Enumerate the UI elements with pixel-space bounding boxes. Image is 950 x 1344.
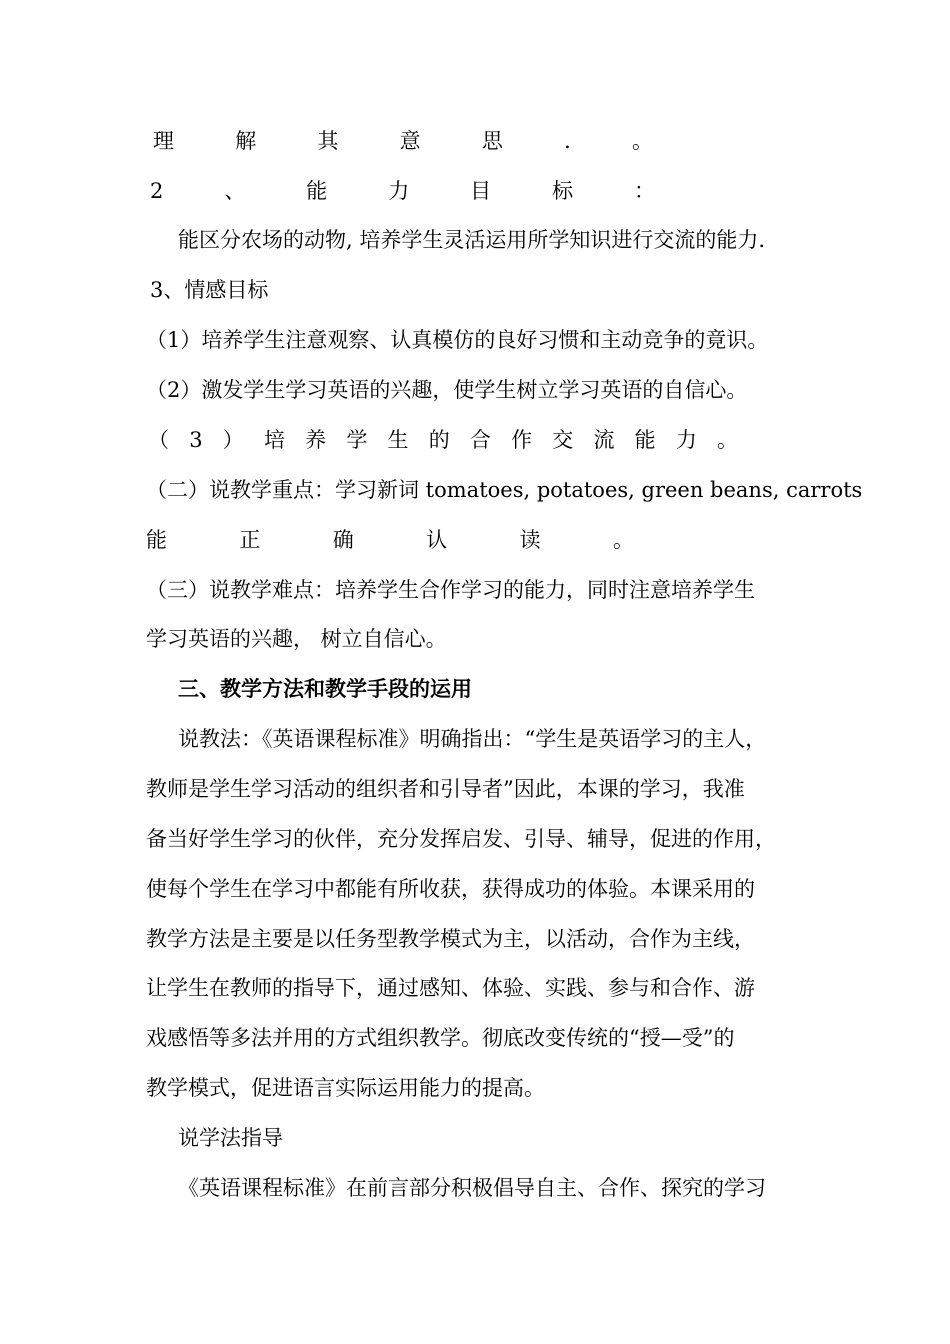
- line-8: （二）说教学重点：学习新词 tomatoes, potatoes, green beans, carrots: [146, 478, 863, 502]
- section-heading: 三、教学方法和教学手段的运用: [178, 676, 472, 701]
- line-9: 能 正 确 认 读 。: [146, 528, 634, 552]
- line-2: 2 、 能 力 目 标 ：: [150, 179, 655, 203]
- line-15: 备当好学生学习的伙伴，充分发挥启发、引导、辅导，促进的作用，: [146, 827, 776, 851]
- line-4: 3、情感目标: [150, 278, 269, 302]
- line-17: 教学方法是主要是以任务型教学模式为主，以活动，合作为主线，: [146, 927, 755, 951]
- line-11: 学习英语的兴趣， 树立自信心。: [146, 627, 447, 651]
- line-13: 说教法：《英语课程标准》明确指出：“学生是英语学习的主人，: [178, 727, 767, 751]
- line-20: 教学模式，促进语言实际运用能力的提高。: [146, 1076, 545, 1100]
- line-18: 让学生在教师的指导下，通过感知、体验、实践、参与和合作、游: [146, 976, 755, 1000]
- line-19: 戏感悟等多法并用的方式组织教学。彻底改变传统的“授—受”的: [146, 1026, 735, 1050]
- line-6: （2）激发学生学习英语的兴趣，使学生树立学习英语的自信心。: [146, 378, 748, 402]
- line-5: （1）培养学生注意观察、认真模仿的良好习惯和主动竞争的竟识。: [146, 328, 769, 352]
- line-16: 使每个学生在学习中都能有所收获，获得成功的体验。本课采用的: [146, 877, 755, 901]
- line-21: 说学法指导: [178, 1126, 283, 1150]
- line-3: 能区分农场的动物, 培养学生灵活运用所学知识进行交流的能力.: [178, 228, 766, 252]
- line-7: （ 3 ） 培 养 学 生 的 合 作 交 流 能 力 。: [148, 428, 738, 452]
- line-10: （三）说教学难点：培养学生合作学习的能力，同时注意培养学生: [146, 578, 755, 602]
- line-22: 《英语课程标准》在前言部分积极倡导自主、合作、探究的学习: [178, 1176, 766, 1200]
- line-14: 教师是学生学习活动的组织者和引导者”因此，本课的学习，我准: [146, 777, 745, 801]
- line-1: 理 解 其 意 思 . 。: [153, 129, 653, 153]
